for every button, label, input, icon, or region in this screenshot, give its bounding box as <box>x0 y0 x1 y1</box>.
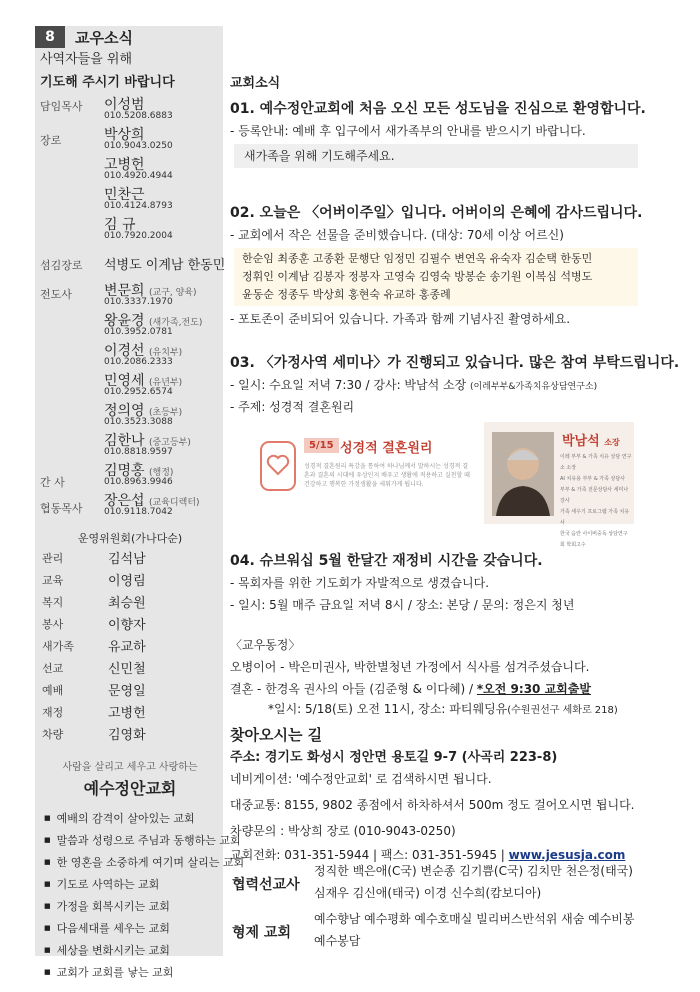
speaker-name: 박남석 소장 <box>562 434 620 449</box>
page-number: 8 <box>35 26 65 48</box>
goal-item: ■ 한 영혼을 소중하게 여기며 살리는 교회 <box>44 854 244 870</box>
news-heading: 교회소식 <box>230 76 281 91</box>
sister-church-line-1: 예수향남 예수평화 예수호매실 빌리버스반석위 새숨 예수비봉 <box>314 912 635 926</box>
elders-line: 한순임 최종훈 고종환 문행단 임정민 김필수 변연옥 유숙자 김순택 한동민 <box>242 252 593 265</box>
goal-item: ■ 기도로 사역하는 교회 <box>44 876 159 892</box>
missionary-line-2: 심재우 김신애(태국) 이경 신수희(캄보디아) <box>314 886 542 900</box>
intro-line-2: 기도해 주시기 바랍니다 <box>40 75 175 90</box>
notice-4-text-2: - 일시: 5월 매주 금요일 저녁 8시 / 장소: 본당 / 문의: 정은지 청년 <box>230 598 575 612</box>
sidebar-intro <box>40 48 220 90</box>
speaker-bullets: 이레 부부 & 가족 치유 상담 연구소 소장 AI 치유용 부부 & 가족 상담사 부부 & 가족 전문상담사 세미나 강사 가족 세우기 프로그램 가족 치유사 한국 음란 사이버중독 상담연구회 학회고수 <box>560 454 632 548</box>
member-news-label: 〈교우동정〉 <box>230 638 301 652</box>
member-news-1: 오병이어 - 박은미권사, 박한별청년 가정에서 식사를 섬겨주셨습니다. <box>230 660 590 674</box>
notice-4-title: 04. 슈브워십 5월 한달간 재정비 시간을 갖습니다. <box>230 553 543 569</box>
navigation-text: 네비게이션: '예수정안교회' 로 검색하시면 됩니다. <box>230 772 492 786</box>
address: 주소: 경기도 화성시 정안면 용토길 9-7 (사곡리 223-8) <box>230 750 558 765</box>
notice-1-text: - 등록안내: 예배 후 입구에서 새가족부의 안내를 받으시기 바랍니다. <box>230 124 586 138</box>
slogan: 사람을 살리고 세우고 사랑하는 <box>62 762 198 773</box>
notice-3-text-1: - 일시: 수요일 저녁 7:30 / 강사: 박남석 소장 (이레부부&가족치유상담연구소) <box>230 378 598 392</box>
goal-item: ■ 말씀과 성령으로 주님과 동행하는 교회 <box>44 832 241 848</box>
committee-title: 운영위원회(가나다순) <box>77 532 183 545</box>
goal-item: ■ 세상을 변화시키는 교회 <box>44 942 170 958</box>
goal-item: ■ 다음세대를 세우는 교회 <box>44 920 170 936</box>
vehicle-text: 차량문의 : 박상희 장로 (010-9043-0250) <box>230 824 456 838</box>
section-title: 교우소식 <box>75 28 133 47</box>
banner-text: 성경적 결혼원리 특강을 통하여 하나님께서 말하시는 성경적 결혼과 결혼의 시대에 우상인지 배우고 생활에 적용하고 실천할 때 건강하고 행복한 가정생활을 세워가게 됩니다. <box>304 463 470 488</box>
church-name: 예수정안교회 <box>83 779 177 798</box>
seminar-banner <box>258 434 470 520</box>
elders-line: 정휘인 이계남 김봉자 정봉자 고영숙 김영숙 방봉순 송기원 이복심 석병도 <box>242 270 593 283</box>
missionary-line-1: 정직한 백은애(C국) 변순종 김기쁨(C국) 김치만 천은정(태국) <box>314 864 633 878</box>
banner-date: 5/15 <box>304 438 339 453</box>
banner-title: 성경적 결혼원리 <box>340 441 433 456</box>
transit-text: 대중교통: 8155, 9802 종점에서 하차하셔서 500m 정도 걸어오시면 됩니다. <box>230 798 635 812</box>
missionary-label: 협력선교사 <box>232 877 300 893</box>
intro-line-1: 사역자들을 위해 <box>40 52 133 67</box>
notice-2-title: 02. 오늘은 〈어버이주일〉입니다. 어버이의 은혜에 감사드립니다. <box>230 205 643 221</box>
notice-3-text-2: - 주제: 성경적 결혼원리 <box>230 400 355 414</box>
contact-text: 교회전화: 031-351-5944 | 팩스: 031-351-5945 | www.jesusja.com <box>230 848 626 862</box>
elders-line: 윤동순 정종두 박상희 홍현숙 유교하 홍종례 <box>242 288 451 301</box>
heart-icon <box>258 438 298 494</box>
notice-3-title: 03. 〈가정사역 세미나〉가 진행되고 있습니다. 많은 참여 부탁드립니다. <box>230 355 680 371</box>
sister-church-line-2: 예수봉담 <box>314 934 361 948</box>
page-header <box>35 26 133 48</box>
notice-1-title: 01. 예수정안교회에 처음 오신 모든 성도님을 진심으로 환영합니다. <box>230 101 646 117</box>
notice-1-box: 새가족을 위해 기도해주세요. <box>234 144 638 168</box>
elders-box <box>234 248 638 306</box>
notice-4-text-1: - 목회자를 위한 기도회가 자발적으로 생겼습니다. <box>230 576 490 590</box>
goal-item: ■ 예배의 감격이 살아있는 교회 <box>44 810 195 826</box>
person-image <box>492 432 554 516</box>
directions-heading: 찾아오시는 길 <box>230 726 323 744</box>
goal-item: ■ 가정을 회복시키는 교회 <box>44 898 170 914</box>
member-news-2: 결혼 - 한경옥 권사의 아들 (김준형 & 이다혜) / *오전 9:30 교회출발 <box>230 682 591 696</box>
notice-2-text-2: - 포토존이 준비되어 있습니다. 가족과 함께 기념사진 촬영하세요. <box>230 312 571 326</box>
notice-2-text-1: - 교회에서 작은 선물을 준비했습니다. (대상: 70세 이상 어르신) <box>230 228 564 242</box>
member-news-3: *일시: 5/18(토) 오전 11시, 장소: 파티웨딩유(수원권선구 세화로 218) <box>268 702 618 716</box>
goal-item: ■ 교회가 교회를 낳는 교회 <box>44 964 173 980</box>
speaker-card <box>484 422 634 548</box>
website-link[interactable]: www.jesusja.com <box>508 848 626 862</box>
sister-church-label: 형제 교회 <box>232 925 291 941</box>
speaker-photo <box>492 432 554 516</box>
